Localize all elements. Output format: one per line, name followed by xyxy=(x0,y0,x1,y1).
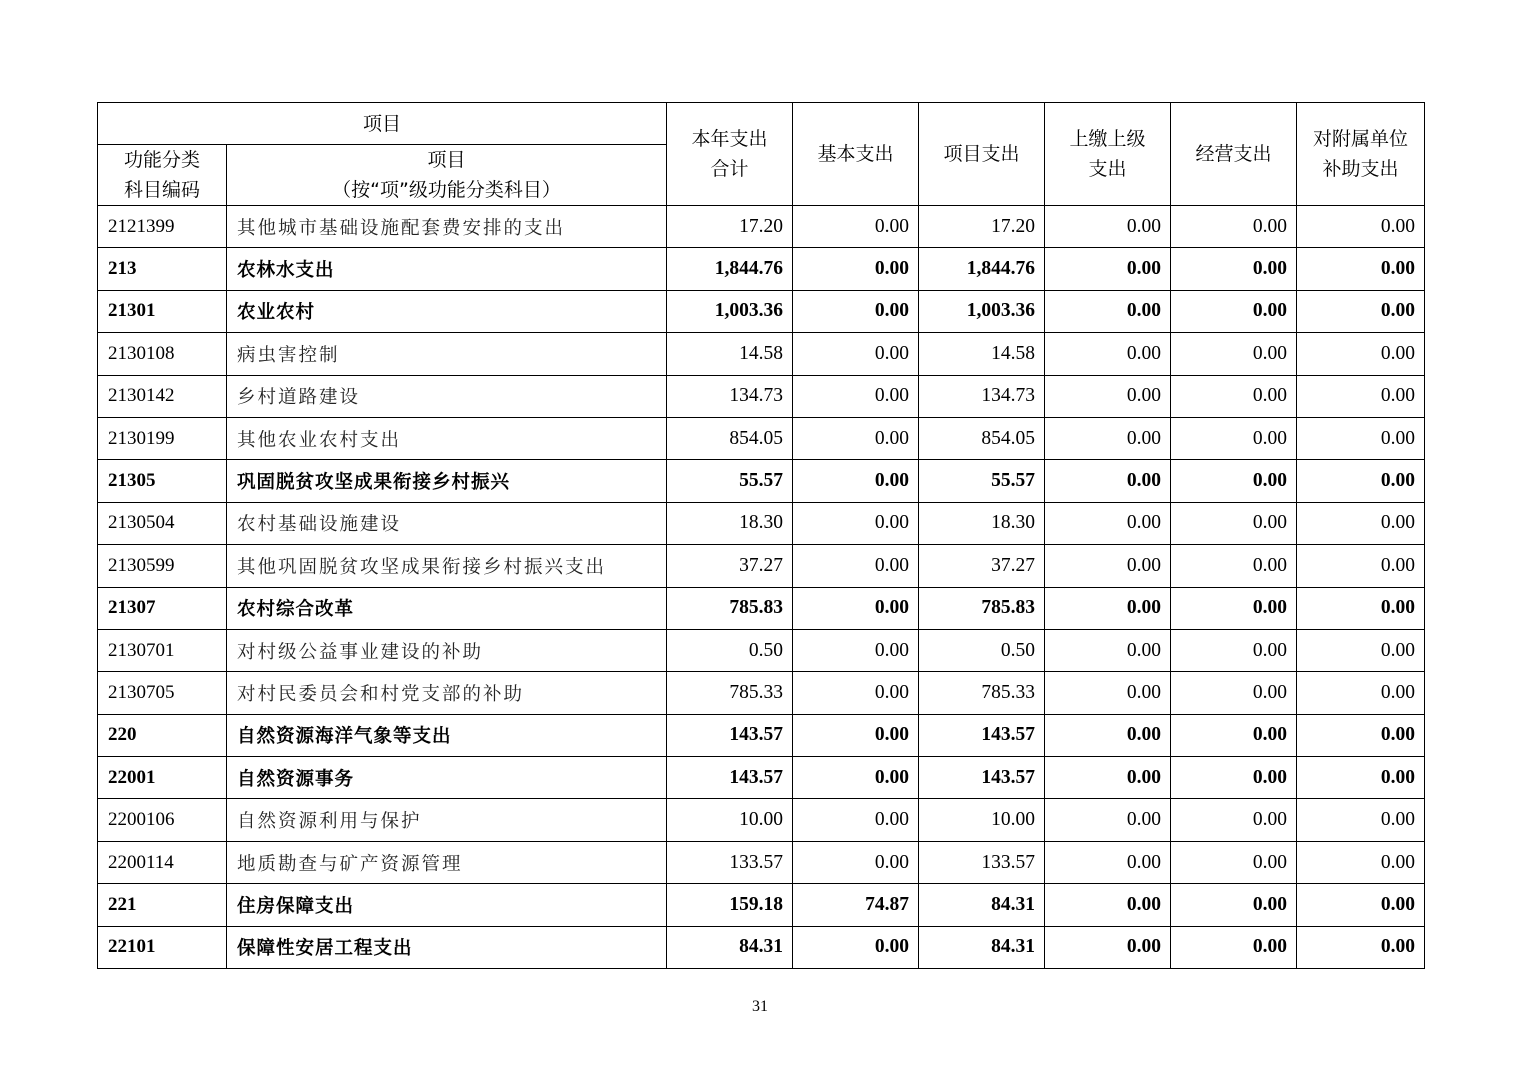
cell-upper: 0.00 xyxy=(1045,502,1171,544)
cell-code: 22101 xyxy=(98,926,227,968)
cell-subsidiary: 0.00 xyxy=(1297,545,1425,587)
cell-upper: 0.00 xyxy=(1045,248,1171,290)
cell-name: 农村综合改革 xyxy=(227,587,667,629)
cell-name: 病虫害控制 xyxy=(227,333,667,375)
header-project: 项目支出 xyxy=(919,103,1045,206)
cell-basic: 0.00 xyxy=(793,206,919,248)
cell-subsidiary: 0.00 xyxy=(1297,629,1425,671)
cell-upper: 0.00 xyxy=(1045,799,1171,841)
cell-basic: 0.00 xyxy=(793,375,919,417)
cell-subsidiary: 0.00 xyxy=(1297,206,1425,248)
cell-name: 其他巩固脱贫攻坚成果衔接乡村振兴支出 xyxy=(227,545,667,587)
header-func-code: 功能分类 科目编码 xyxy=(98,145,227,206)
cell-upper: 0.00 xyxy=(1045,375,1171,417)
cell-operation: 0.00 xyxy=(1171,587,1297,629)
cell-name: 住房保障支出 xyxy=(227,884,667,926)
cell-project: 785.33 xyxy=(919,672,1045,714)
cell-subsidiary: 0.00 xyxy=(1297,841,1425,883)
cell-upper: 0.00 xyxy=(1045,884,1171,926)
cell-project: 14.58 xyxy=(919,333,1045,375)
cell-upper: 0.00 xyxy=(1045,290,1171,332)
cell-total: 37.27 xyxy=(667,545,793,587)
header-total: 本年支出 合计 xyxy=(667,103,793,206)
table-row xyxy=(98,206,1425,248)
cell-basic: 0.00 xyxy=(793,248,919,290)
cell-code: 2200106 xyxy=(98,799,227,841)
cell-project: 785.83 xyxy=(919,587,1045,629)
table-body xyxy=(98,206,1425,969)
cell-operation: 0.00 xyxy=(1171,248,1297,290)
cell-code: 2130599 xyxy=(98,545,227,587)
table-row xyxy=(98,502,1425,544)
cell-code: 2200114 xyxy=(98,841,227,883)
cell-operation: 0.00 xyxy=(1171,417,1297,459)
cell-subsidiary: 0.00 xyxy=(1297,333,1425,375)
header-upper: 上缴上级 支出 xyxy=(1045,103,1171,206)
cell-basic: 0.00 xyxy=(793,714,919,756)
cell-operation: 0.00 xyxy=(1171,799,1297,841)
cell-total: 785.83 xyxy=(667,587,793,629)
cell-operation: 0.00 xyxy=(1171,502,1297,544)
cell-subsidiary: 0.00 xyxy=(1297,248,1425,290)
cell-project: 143.57 xyxy=(919,714,1045,756)
cell-basic: 0.00 xyxy=(793,545,919,587)
cell-total: 0.50 xyxy=(667,629,793,671)
header-operation: 经营支出 xyxy=(1171,103,1297,206)
cell-name: 乡村道路建设 xyxy=(227,375,667,417)
table-row xyxy=(98,333,1425,375)
cell-total: 1,844.76 xyxy=(667,248,793,290)
cell-name: 农业农村 xyxy=(227,290,667,332)
table-row xyxy=(98,417,1425,459)
table-row xyxy=(98,629,1425,671)
cell-total: 14.58 xyxy=(667,333,793,375)
cell-basic: 0.00 xyxy=(793,460,919,502)
cell-project: 143.57 xyxy=(919,757,1045,799)
cell-code: 220 xyxy=(98,714,227,756)
header-item-name-line1: 项目 xyxy=(427,149,466,171)
cell-total: 55.57 xyxy=(667,460,793,502)
cell-subsidiary: 0.00 xyxy=(1297,587,1425,629)
cell-subsidiary: 0.00 xyxy=(1297,757,1425,799)
cell-upper: 0.00 xyxy=(1045,417,1171,459)
cell-total: 143.57 xyxy=(667,757,793,799)
cell-operation: 0.00 xyxy=(1171,757,1297,799)
cell-total: 159.18 xyxy=(667,884,793,926)
cell-name: 对村级公益事业建设的补助 xyxy=(227,629,667,671)
cell-project: 133.57 xyxy=(919,841,1045,883)
header-item-name-line2: （按“项”级功能分类科目） xyxy=(332,179,561,201)
cell-project: 17.20 xyxy=(919,206,1045,248)
cell-operation: 0.00 xyxy=(1171,375,1297,417)
cell-name: 其他城市基础设施配套费安排的支出 xyxy=(227,206,667,248)
cell-code: 2130199 xyxy=(98,417,227,459)
table-row xyxy=(98,672,1425,714)
cell-operation: 0.00 xyxy=(1171,290,1297,332)
cell-name: 巩固脱贫攻坚成果衔接乡村振兴 xyxy=(227,460,667,502)
cell-operation: 0.00 xyxy=(1171,206,1297,248)
cell-project: 10.00 xyxy=(919,799,1045,841)
header-basic: 基本支出 xyxy=(793,103,919,206)
cell-operation: 0.00 xyxy=(1171,460,1297,502)
cell-total: 854.05 xyxy=(667,417,793,459)
cell-upper: 0.00 xyxy=(1045,841,1171,883)
cell-project: 134.73 xyxy=(919,375,1045,417)
cell-upper: 0.00 xyxy=(1045,629,1171,671)
cell-upper: 0.00 xyxy=(1045,460,1171,502)
cell-basic: 0.00 xyxy=(793,672,919,714)
cell-project: 55.57 xyxy=(919,460,1045,502)
table-row xyxy=(98,714,1425,756)
cell-basic: 0.00 xyxy=(793,926,919,968)
cell-project: 84.31 xyxy=(919,884,1045,926)
page-number: 31 xyxy=(752,998,768,1015)
cell-subsidiary: 0.00 xyxy=(1297,714,1425,756)
cell-name: 农村基础设施建设 xyxy=(227,502,667,544)
expenditure-table xyxy=(97,102,1425,969)
cell-code: 22001 xyxy=(98,757,227,799)
cell-upper: 0.00 xyxy=(1045,545,1171,587)
cell-subsidiary: 0.00 xyxy=(1297,502,1425,544)
cell-code: 2121399 xyxy=(98,206,227,248)
cell-operation: 0.00 xyxy=(1171,333,1297,375)
cell-basic: 74.87 xyxy=(793,884,919,926)
cell-name: 其他农业农村支出 xyxy=(227,417,667,459)
cell-code: 2130701 xyxy=(98,629,227,671)
cell-total: 17.20 xyxy=(667,206,793,248)
cell-code: 2130142 xyxy=(98,375,227,417)
cell-basic: 0.00 xyxy=(793,629,919,671)
cell-project: 1,003.36 xyxy=(919,290,1045,332)
cell-basic: 0.00 xyxy=(793,333,919,375)
cell-name: 自然资源利用与保护 xyxy=(227,799,667,841)
cell-operation: 0.00 xyxy=(1171,672,1297,714)
cell-basic: 0.00 xyxy=(793,587,919,629)
cell-upper: 0.00 xyxy=(1045,757,1171,799)
cell-subsidiary: 0.00 xyxy=(1297,417,1425,459)
cell-upper: 0.00 xyxy=(1045,333,1171,375)
cell-project: 0.50 xyxy=(919,629,1045,671)
header-item-name xyxy=(227,145,667,206)
table-row xyxy=(98,587,1425,629)
cell-project: 854.05 xyxy=(919,417,1045,459)
cell-basic: 0.00 xyxy=(793,417,919,459)
table-row xyxy=(98,757,1425,799)
cell-code: 21305 xyxy=(98,460,227,502)
cell-operation: 0.00 xyxy=(1171,629,1297,671)
cell-project: 18.30 xyxy=(919,502,1045,544)
cell-subsidiary: 0.00 xyxy=(1297,460,1425,502)
cell-operation: 0.00 xyxy=(1171,714,1297,756)
cell-total: 133.57 xyxy=(667,841,793,883)
cell-name: 自然资源海洋气象等支出 xyxy=(227,714,667,756)
cell-upper: 0.00 xyxy=(1045,926,1171,968)
cell-subsidiary: 0.00 xyxy=(1297,290,1425,332)
cell-name: 地质勘查与矿产资源管理 xyxy=(227,841,667,883)
cell-name: 自然资源事务 xyxy=(227,757,667,799)
cell-code: 213 xyxy=(98,248,227,290)
table-row xyxy=(98,290,1425,332)
cell-project: 1,844.76 xyxy=(919,248,1045,290)
table-row xyxy=(98,841,1425,883)
cell-project: 37.27 xyxy=(919,545,1045,587)
cell-total: 18.30 xyxy=(667,502,793,544)
table-row xyxy=(98,799,1425,841)
cell-total: 10.00 xyxy=(667,799,793,841)
cell-total: 143.57 xyxy=(667,714,793,756)
table-row xyxy=(98,375,1425,417)
cell-basic: 0.00 xyxy=(793,799,919,841)
cell-code: 2130504 xyxy=(98,502,227,544)
cell-operation: 0.00 xyxy=(1171,545,1297,587)
cell-upper: 0.00 xyxy=(1045,206,1171,248)
cell-subsidiary: 0.00 xyxy=(1297,884,1425,926)
cell-basic: 0.00 xyxy=(793,290,919,332)
cell-upper: 0.00 xyxy=(1045,672,1171,714)
header-subsidiary: 对附属单位 补助支出 xyxy=(1297,103,1425,206)
cell-total: 1,003.36 xyxy=(667,290,793,332)
cell-subsidiary: 0.00 xyxy=(1297,375,1425,417)
table-row xyxy=(98,460,1425,502)
cell-code: 21301 xyxy=(98,290,227,332)
cell-operation: 0.00 xyxy=(1171,841,1297,883)
cell-total: 134.73 xyxy=(667,375,793,417)
cell-subsidiary: 0.00 xyxy=(1297,926,1425,968)
cell-code: 2130705 xyxy=(98,672,227,714)
cell-subsidiary: 0.00 xyxy=(1297,799,1425,841)
table-row xyxy=(98,884,1425,926)
cell-name: 农林水支出 xyxy=(227,248,667,290)
cell-code: 221 xyxy=(98,884,227,926)
cell-project: 84.31 xyxy=(919,926,1045,968)
table-row xyxy=(98,926,1425,968)
cell-basic: 0.00 xyxy=(793,502,919,544)
cell-name: 对村民委员会和村党支部的补助 xyxy=(227,672,667,714)
table-row xyxy=(98,248,1425,290)
cell-code: 21307 xyxy=(98,587,227,629)
cell-basic: 0.00 xyxy=(793,841,919,883)
cell-name: 保障性安居工程支出 xyxy=(227,926,667,968)
cell-subsidiary: 0.00 xyxy=(1297,672,1425,714)
cell-upper: 0.00 xyxy=(1045,587,1171,629)
cell-upper: 0.00 xyxy=(1045,714,1171,756)
cell-total: 84.31 xyxy=(667,926,793,968)
cell-total: 785.33 xyxy=(667,672,793,714)
header-project-group: 项目 xyxy=(98,103,667,145)
cell-basic: 0.00 xyxy=(793,757,919,799)
table-row xyxy=(98,545,1425,587)
cell-operation: 0.00 xyxy=(1171,884,1297,926)
cell-code: 2130108 xyxy=(98,333,227,375)
cell-operation: 0.00 xyxy=(1171,926,1297,968)
